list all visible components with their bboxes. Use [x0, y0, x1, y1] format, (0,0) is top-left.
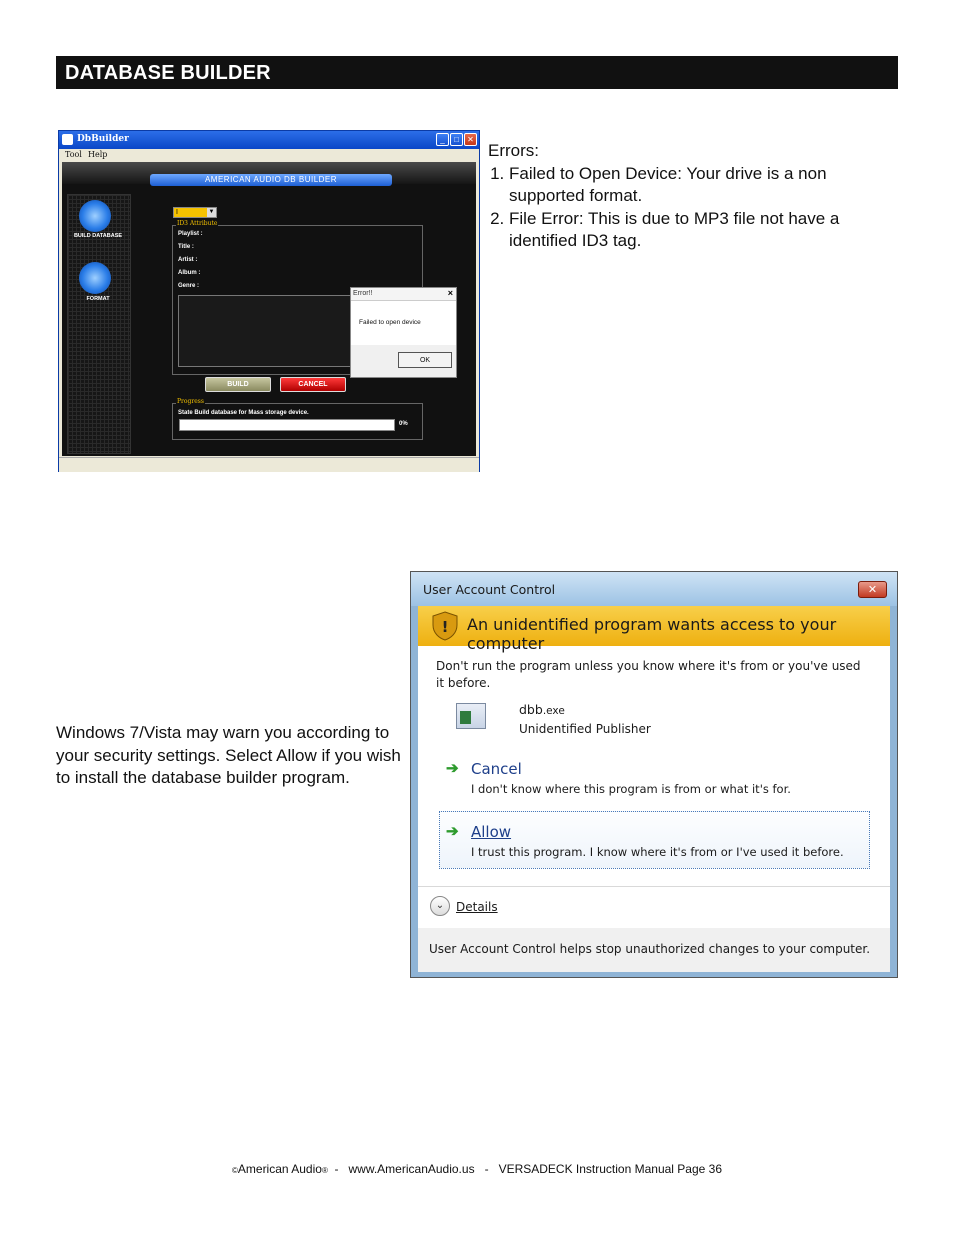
error-dialog: [350, 287, 457, 378]
uac-footer-text: User Account Control helps stop unauthorized changes to your computer.: [429, 942, 871, 956]
field-album: Album :: [178, 270, 201, 276]
drive-select[interactable]: [173, 207, 217, 218]
section-header: [56, 56, 898, 89]
field-genre: Genre :: [178, 283, 200, 289]
win7-explanation: Windows 7/Vista may warn you according to your security settings. Select Allow if you wish to install the database builder program.: [56, 723, 401, 787]
maximize-icon[interactable]: □: [450, 133, 463, 146]
program-name-ext: .exe: [542, 705, 565, 717]
program-name: [519, 702, 565, 717]
progress-group-title: Progress: [177, 398, 204, 405]
close-icon[interactable]: ✕: [464, 133, 477, 146]
footer-text: - www.AmericanAudio.us - VERSADECK Instruction Manual Page 36: [327, 1162, 723, 1176]
uac-body: [418, 606, 890, 972]
section-title: DATABASE BUILDER: [65, 62, 271, 84]
menu-help[interactable]: Help: [88, 150, 108, 159]
app-icon: [62, 134, 73, 145]
build-button[interactable]: BUILD: [205, 377, 271, 392]
error-message: Failed to open device: [359, 319, 421, 326]
state-text: State Build database for Mass storage device.: [178, 410, 309, 416]
ok-button[interactable]: OK: [398, 352, 452, 368]
errors-heading: Errors:: [488, 141, 539, 160]
field-title: Title :: [178, 244, 194, 250]
close-icon[interactable]: ✕: [858, 581, 887, 598]
dbbuilder-titlebar: [59, 131, 479, 149]
banner: AMERICAN AUDIO DB BUILDER: [150, 174, 392, 186]
publisher: Unidentified Publisher: [519, 722, 651, 736]
details-link[interactable]: Details: [456, 900, 498, 914]
uac-allow-title: Allow: [471, 823, 512, 841]
error-dialog-title: Error!!: [353, 290, 373, 297]
id3-group-title: ID3 Attribute: [177, 220, 218, 227]
brand: American Audio: [237, 1162, 322, 1176]
error-item: 2. File Error: This is due to MP3 file not have a identified ID3 tag.: [509, 208, 888, 253]
format-label: FORMAT: [86, 296, 110, 302]
build-database-label: BUILD DATABASE: [73, 233, 123, 239]
uac-cancel-desc: I don't know where this program is from or what it's for.: [471, 782, 791, 796]
build-database-icon[interactable]: [79, 200, 111, 232]
green-arrow-icon: ➔: [446, 823, 459, 840]
uac-warning-text: An unidentified program wants access to your computer: [467, 615, 837, 653]
green-arrow-icon: ➔: [446, 760, 459, 777]
genre-textarea[interactable]: [178, 295, 366, 367]
divider: [418, 886, 890, 887]
uac-allow-desc: I trust this program. I know where it's from or I've used it before.: [471, 845, 844, 859]
chevron-down-icon[interactable]: ⌄: [430, 896, 450, 916]
uac-dialog: [410, 571, 898, 978]
copyright-symbol: ©: [231, 1166, 238, 1175]
error-dialog-titlebar: [351, 288, 456, 301]
errors-section: [488, 140, 888, 253]
uac-titlebar: [411, 572, 897, 606]
uac-warning-bar: [418, 606, 890, 653]
progress-percent: 0%: [399, 421, 408, 427]
dbbuilder-title: DbBuilder: [77, 134, 129, 144]
field-artist: Artist :: [178, 257, 198, 263]
menubar: [59, 149, 479, 161]
program-name-base: dbb: [519, 702, 543, 717]
registered-symbol: ®: [321, 1166, 328, 1175]
program-icon: [456, 703, 486, 729]
menu-tool[interactable]: Tool: [65, 150, 82, 159]
format-icon[interactable]: [79, 262, 111, 294]
page-footer: [0, 1162, 954, 1176]
svg-text:!: !: [441, 618, 449, 636]
uac-intro: Don't run the program unless you know where it's from or you've used it before.: [436, 659, 861, 690]
cancel-button[interactable]: CANCEL: [280, 377, 346, 392]
uac-title: User Account Control: [423, 582, 556, 597]
field-playlist: Playlist :: [178, 231, 203, 237]
uac-footer: [418, 928, 890, 972]
drive-select-value: I: [176, 209, 178, 216]
error-item: 1. Failed to Open Device: Your drive is a non supported format.: [509, 163, 888, 208]
errors-list: [488, 163, 888, 253]
close-icon[interactable]: ×: [447, 288, 453, 298]
uac-cancel-title: Cancel: [471, 760, 522, 778]
progress-bar: [179, 419, 395, 431]
shield-warning-icon: [432, 611, 458, 641]
statusbar: [59, 457, 479, 472]
chevron-down-icon[interactable]: ▼: [208, 209, 215, 215]
minimize-icon[interactable]: _: [436, 133, 449, 146]
